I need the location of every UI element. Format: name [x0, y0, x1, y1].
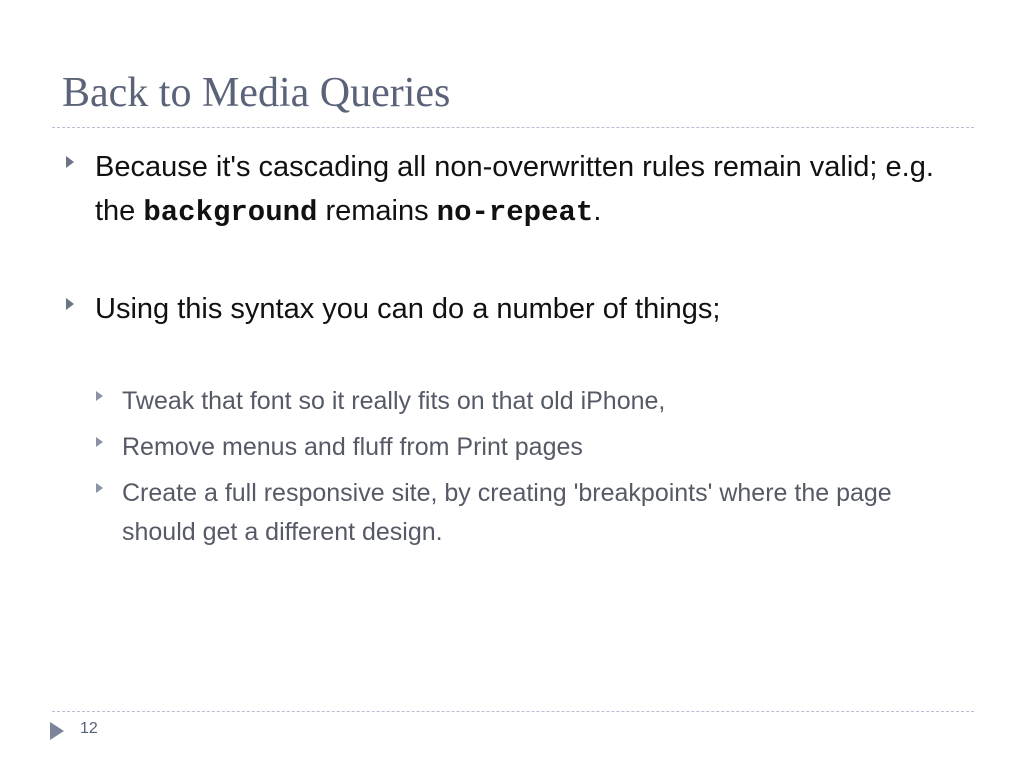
sub-bullet-triangle-icon: [96, 437, 103, 447]
footer-divider: [52, 711, 974, 712]
bullet-text-pre: Because it's cascading all non-overwritten rules remain valid; e.g. the: [95, 151, 934, 227]
footer-triangle-icon: [50, 722, 64, 740]
bullet-text: [95, 145, 955, 235]
sub-bullet-text: Tweak that font so it really fits on that old iPhone,: [122, 387, 666, 415]
sub-bullet-triangle-icon: [96, 391, 103, 401]
bullet-text: Using this syntax you can do a number of things;: [95, 293, 721, 325]
title-divider: [52, 127, 974, 128]
sub-bullet-triangle-icon: [96, 483, 103, 493]
sub-bullet-item: [96, 428, 952, 467]
code-background: background: [143, 196, 318, 229]
sub-bullet-item: [96, 474, 922, 552]
bullet-item: [66, 287, 955, 331]
bullet-triangle-icon: [66, 156, 74, 168]
page-number: 12: [80, 720, 98, 737]
code-no-repeat: no-repeat: [436, 196, 594, 229]
bullet-item: [66, 145, 955, 235]
sub-bullet-text: Create a full responsive site, by creating 'breakpoints' where the page should get a different design.: [122, 479, 892, 546]
sub-bullet-text: Remove menus and fluff from Print pages: [122, 433, 583, 461]
slide-title: Back to Media Queries: [62, 70, 451, 116]
bullet-text-post: .: [593, 195, 602, 227]
sub-bullet-item: [96, 382, 952, 421]
bullet-text-mid: remains: [317, 195, 437, 227]
bullet-triangle-icon: [66, 298, 74, 310]
